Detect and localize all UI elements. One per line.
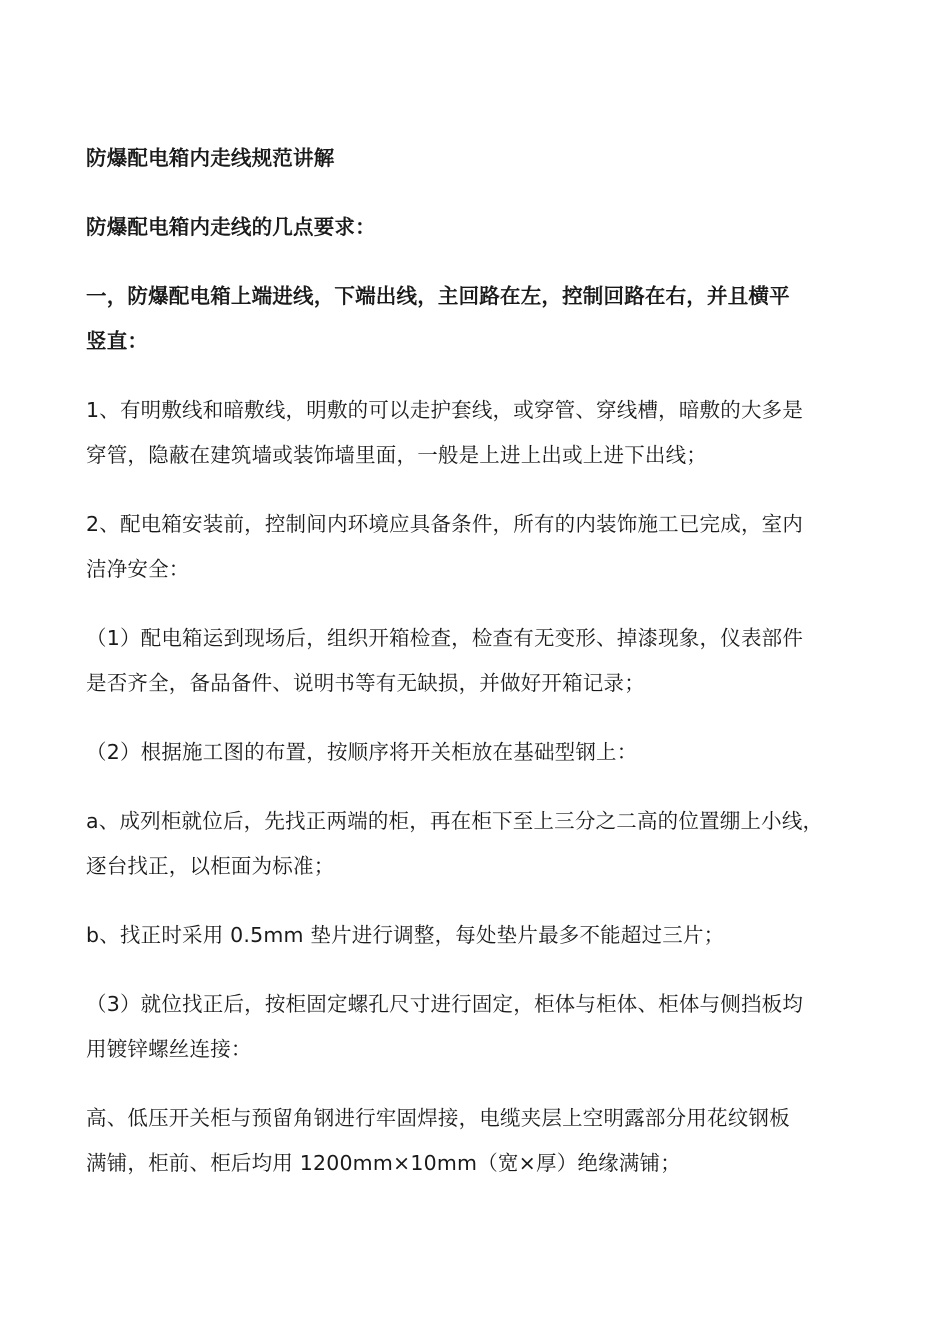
paragraph-1-line-1: 1、有明敷线和暗敷线，明敷的可以走护套线，或穿管、穿线槽，暗敷的大多是 [86,398,804,422]
paragraph-2-line-2: 洁净安全： [86,557,190,581]
paragraph-7-line-2: 用镀锌螺丝连接： [86,1037,252,1061]
document-subtitle [86,205,876,250]
paragraph-6 [86,913,876,958]
paragraph-5 [86,799,876,889]
section-heading-1 [86,274,876,364]
paragraph-8 [86,1096,876,1186]
paragraph-5-line-1: a、成列柜就位后，先找正两端的柜，再在柜下至上三分之二高的位置绷上小线， [86,809,824,833]
paragraph-7-line-1: （3）就位找正后，按柜固定螺孔尺寸进行固定，柜体与柜体、柜体与侧挡板均 [86,992,804,1016]
paragraph-3 [86,616,876,706]
paragraph-8-line-1: 高、低压开关柜与预留角钢进行牢固焊接，电缆夹层上空明露部分用花纹钢板 [86,1106,790,1130]
paragraph-8-line-2: 满铺，柜前、柜后均用 1200mm×10mm（宽×厚）绝缘满铺； [86,1151,681,1175]
paragraph-1 [86,388,876,478]
paragraph-5-line-2: 逐台找正，以柜面为标准； [86,854,335,878]
paragraph-2-line-1: 2、配电箱安装前，控制间内环境应具备条件，所有的内装饰施工已完成，室内 [86,512,804,536]
document-body [86,136,876,1210]
paragraph-7 [86,982,876,1072]
paragraph-6-line-1: b、找正时采用 0.5mm 垫片进行调整，每处垫片最多不能超过三片； [86,923,725,947]
paragraph-2 [86,502,876,592]
section-heading-1-line-1: 一，防爆配电箱上端进线，下端出线，主回路在左，控制回路在右，并且横平 [86,284,790,308]
paragraph-4 [86,730,876,775]
paragraph-4-line-1: （2）根据施工图的布置，按顺序将开关柜放在基础型钢上： [86,740,638,764]
section-heading-1-line-2: 竖直： [86,329,149,353]
document-subtitle-text: 防爆配电箱内走线的几点要求： [86,215,376,239]
paragraph-3-line-2: 是否齐全，备品备件、说明书等有无缺损，并做好开箱记录； [86,671,645,695]
paragraph-1-line-2: 穿管，隐蔽在建筑墙或装饰墙里面，一般是上进上出或上进下出线； [86,443,707,467]
paragraph-3-line-1: （1）配电箱运到现场后，组织开箱检查，检查有无变形、掉漆现象，仪表部件 [86,626,804,650]
document-title [86,136,876,181]
document-title-text: 防爆配电箱内走线规范讲解 [86,146,335,170]
